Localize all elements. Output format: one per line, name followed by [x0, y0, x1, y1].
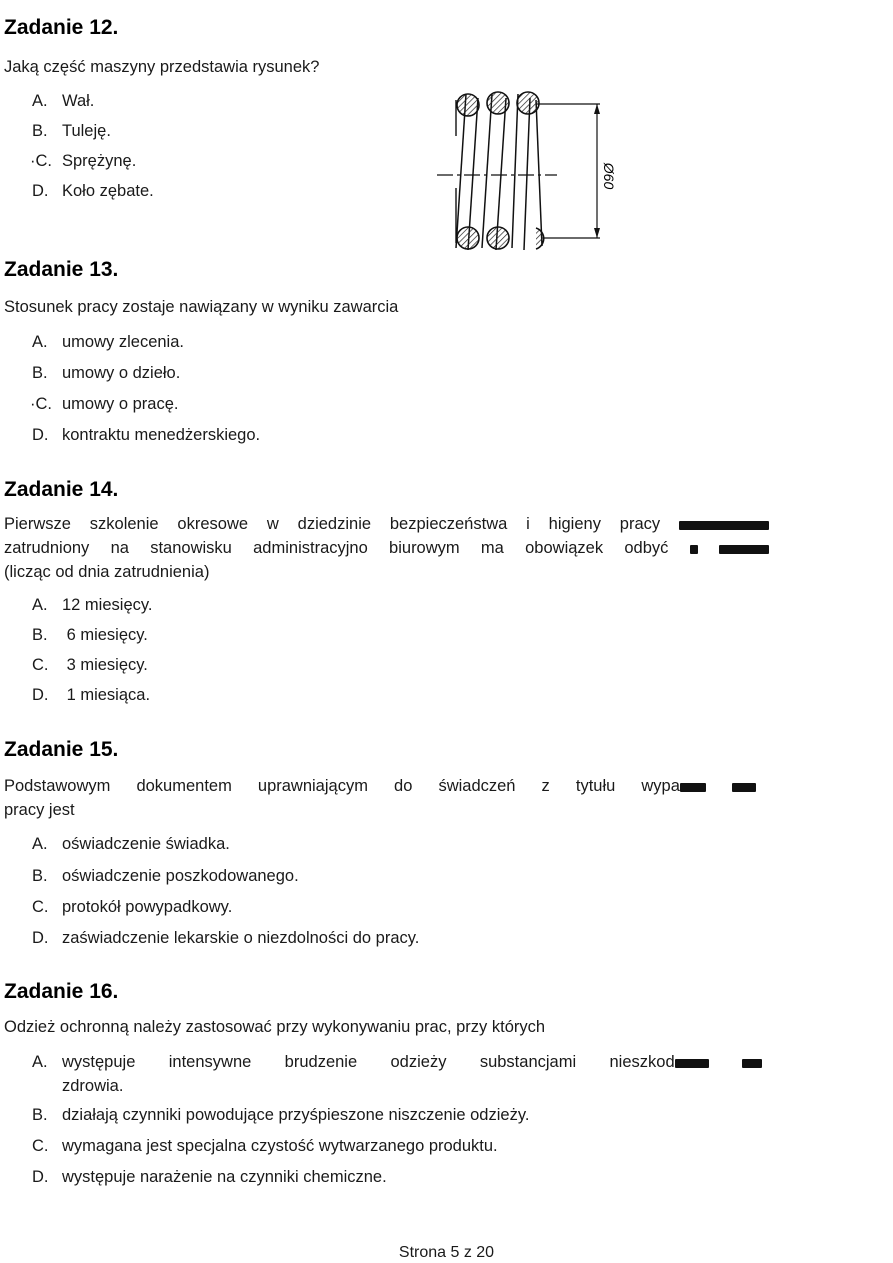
- option-text: protokół powypadkowy.: [62, 898, 233, 916]
- task-16-option-d: [32, 1165, 772, 1189]
- option-text: umowy o dzieło.: [62, 364, 181, 382]
- redaction-mark: [719, 545, 769, 554]
- page-number: Strona 5 z 20: [398, 1244, 495, 1261]
- option-continuation: zdrowia.: [62, 1077, 124, 1095]
- option-letter: D.: [32, 1168, 49, 1186]
- option-letter: ·C.: [30, 395, 52, 413]
- task-14-question: [4, 512, 769, 584]
- option-text: oświadczenie świadka.: [62, 835, 230, 853]
- task-12-option-d: [32, 179, 772, 203]
- task-12-option-a: [32, 89, 772, 113]
- option-text: 6 miesięcy.: [62, 626, 148, 644]
- task-12-option-b: [32, 119, 772, 143]
- task-12-question: Jaką część maszyny przedstawia rysunek?: [4, 58, 320, 76]
- question-line: Pierwsze szkolenie okresowe w dziedzinie bezpieczeństwa i higieny pracy: [4, 512, 769, 536]
- option-text: 3 miesięcy.: [62, 656, 148, 674]
- task-14-option-d: [32, 683, 772, 707]
- redaction-mark: [679, 521, 769, 530]
- task-14-option-b: [32, 623, 772, 647]
- task-12-option-c: [30, 149, 770, 173]
- task-13-option-a: [32, 330, 772, 354]
- option-text: występuje narażenie na czynniki chemiczne.: [62, 1168, 387, 1186]
- task-16-option-c: [32, 1134, 772, 1158]
- redaction-mark: [742, 1059, 762, 1068]
- option-letter: B.: [32, 1106, 48, 1124]
- task-13-option-d: [32, 423, 772, 447]
- option-text: Sprężynę.: [62, 152, 137, 170]
- question-line: pracy jest: [4, 801, 75, 819]
- option-letter: D.: [32, 929, 49, 947]
- option-text: zaświadczenie lekarskie o niezdolności do pracy.: [62, 929, 420, 947]
- task-14-option-c: [32, 653, 772, 677]
- option-text: działają czynniki powodujące przyśpieszone niszczenie odzieży.: [62, 1106, 530, 1124]
- task-13-question: Stosunek pracy zostaje nawiązany w wyniku zawarcia: [4, 298, 399, 316]
- redaction-mark: [675, 1059, 709, 1068]
- option-letter: B.: [32, 364, 48, 382]
- task-16-title: Zadanie 16.: [4, 980, 119, 1003]
- task-16-option-b: [32, 1103, 772, 1127]
- task-16-option-a: [32, 1050, 762, 1098]
- task-15-question: [4, 774, 756, 822]
- option-text: Koło zębate.: [62, 182, 154, 200]
- diameter-label: Ø60: [601, 162, 617, 190]
- task-15-option-b: [32, 864, 772, 888]
- task-14-title: Zadanie 14.: [4, 478, 119, 501]
- question-line: (licząc od dnia zatrudnienia): [4, 563, 210, 581]
- task-15-option-a: [32, 832, 772, 856]
- option-text: umowy o pracę.: [62, 395, 179, 413]
- option-letter: A.: [32, 92, 48, 110]
- task-15-option-c: [32, 895, 772, 919]
- option-letter: C.: [32, 1137, 49, 1155]
- task-13-option-b: [32, 361, 772, 385]
- option-letter: A.: [32, 333, 48, 351]
- option-letter: C.: [32, 656, 49, 674]
- task-12-title: Zadanie 12.: [4, 16, 119, 39]
- option-text: Tuleję.: [62, 122, 111, 140]
- question-line: zatrudniony na stanowisku administracyjno biurowym ma obowiązek odbyć: [4, 536, 769, 560]
- task-13-option-c: [30, 392, 770, 416]
- redaction-mark: [732, 783, 756, 792]
- option-letter: A.: [32, 596, 48, 614]
- spring-drawing: [432, 88, 617, 256]
- option-letter: D.: [32, 182, 49, 200]
- option-line: [32, 1050, 762, 1074]
- option-text: występuje intensywne brudzenie odzieży substancjami nieszkod: [62, 1053, 675, 1071]
- task-15-option-d: [32, 926, 772, 950]
- task-15-title: Zadanie 15.: [4, 738, 119, 761]
- task-16-question: Odzież ochronną należy zastosować przy wykonywaniu prac, przy których: [4, 1018, 546, 1036]
- option-text: umowy zlecenia.: [62, 333, 184, 351]
- task-13-title: Zadanie 13.: [4, 258, 119, 281]
- option-letter: B.: [32, 122, 48, 140]
- option-letter: A.: [32, 1053, 48, 1071]
- redaction-mark: [680, 783, 706, 792]
- option-text: 12 miesięcy.: [62, 596, 153, 614]
- question-line: Podstawowym dokumentem uprawniającym do świadczeń z tytułu wypa: [4, 774, 756, 798]
- option-text: Wał.: [62, 92, 95, 110]
- task-14-option-a: [32, 593, 772, 617]
- option-text: wymagana jest specjalna czystość wytwarzanego produktu.: [62, 1137, 498, 1155]
- option-letter: B.: [32, 626, 48, 644]
- option-letter: B.: [32, 867, 48, 885]
- option-text: 1 miesiąca.: [62, 686, 151, 704]
- option-letter: C.: [32, 898, 49, 916]
- option-text: oświadczenie poszkodowanego.: [62, 867, 299, 885]
- option-letter: D.: [32, 426, 49, 444]
- option-text: kontraktu menedżerskiego.: [62, 426, 261, 444]
- redaction-mark: [690, 545, 698, 554]
- option-letter: A.: [32, 835, 48, 853]
- option-letter: ·C.: [30, 152, 52, 170]
- option-letter: D.: [32, 686, 49, 704]
